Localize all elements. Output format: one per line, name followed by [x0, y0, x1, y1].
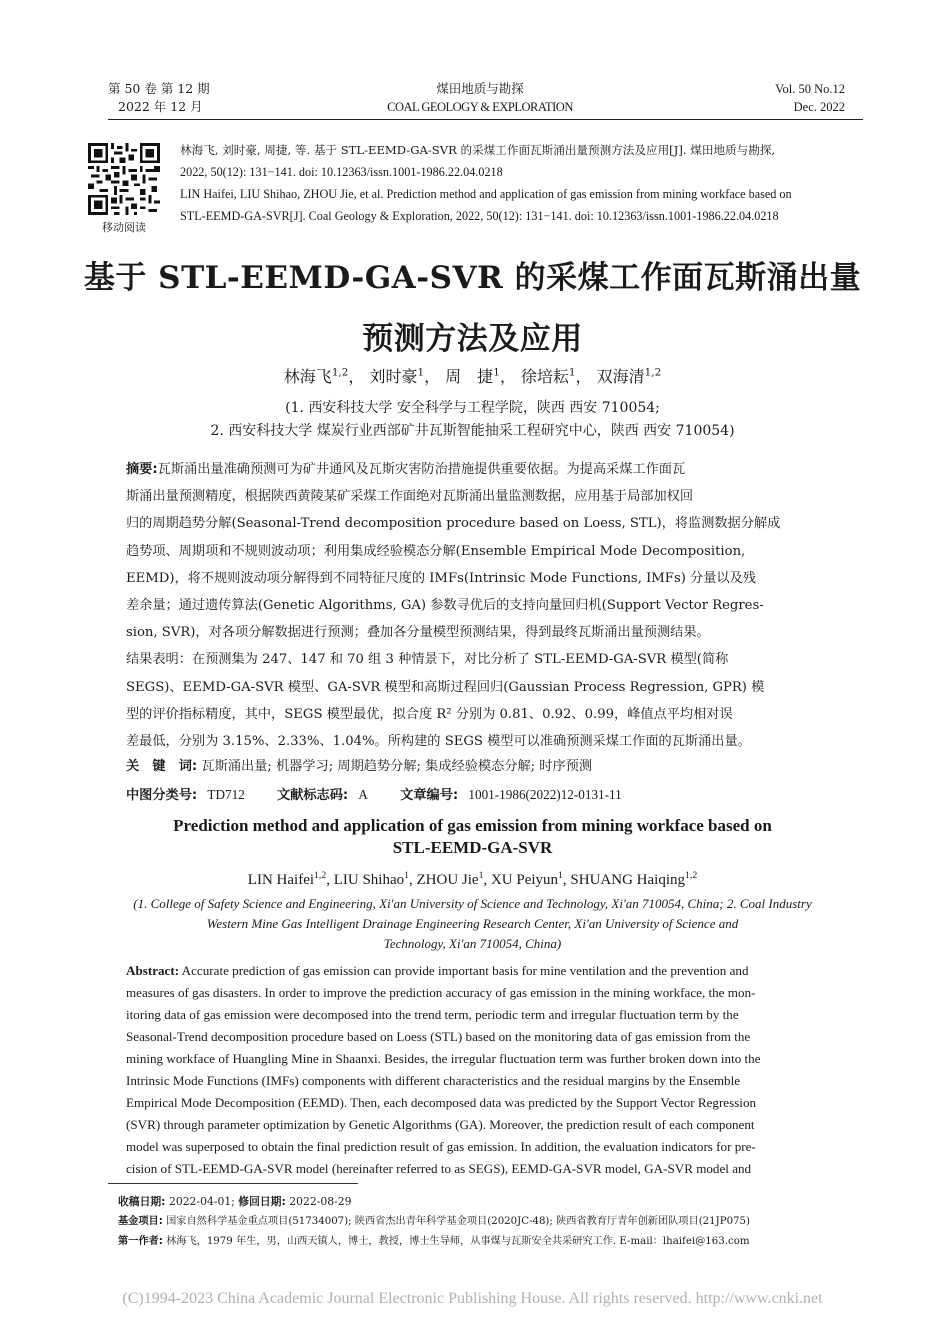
footnote-funding: [118, 1212, 838, 1232]
journal-volume-info-en: [660, 80, 845, 116]
footnote-divider: [108, 1183, 358, 1184]
authors-cn: 林海飞$^{1,2}$， 刘时豪$^1$， 周 捷$^1$， 徐培耘$^1$， 双海清$^{1,2}$: [283, 366, 662, 386]
author-en: LIU Shihao: [333, 872, 405, 888]
author-cn-affiliation: 1,2: [331, 366, 349, 379]
authors-en: LIN Haifei$^{1,2}$, LIU Shihao$^1$, ZHOU Jie$^1$, XU Peiyun$^1$, SHUANG Haiqing$^{1,2}$: [247, 870, 698, 888]
doc-code-label: 文献标志码:: [277, 788, 349, 803]
abstract-en-line: itoring data of gas emission were decomposed into the trend term, periodic term and irregular fluctuation term by the: [126, 1007, 739, 1022]
author-en-affiliation: 1: [478, 870, 484, 881]
author-en: SHUANG Haiqing: [570, 872, 686, 888]
abstract-en-line: Intrinsic Mode Functions (IMFs) components with different characteristics and the residual margins by the Ensemble: [126, 1073, 741, 1088]
author-en-affiliation: 1: [558, 870, 563, 881]
footnote-first-author: [118, 1232, 838, 1252]
journal-name-cn: 煤田地质与勘探: [436, 81, 524, 96]
affiliation-cn-line2: 2. 西安科技大学 煤炭行业西部矿井瓦斯智能抽采工程研究中心，陕西 西安 710054): [210, 423, 735, 439]
author-cn: 徐培耘: [520, 367, 569, 386]
issue-date-cn: 2022 年 12 月: [118, 99, 203, 114]
abstract-cn-line: 摘要:瓦斯涌出量准确预测可为矿井通风及瓦斯灾害防治措施提供重要依据。为提高采煤工作面瓦: [126, 462, 686, 477]
issue-date-en: Dec. 2022: [793, 100, 845, 114]
journal-name: [330, 80, 630, 116]
abstract-en: [126, 960, 820, 1180]
author-cn: 周 捷: [445, 367, 494, 386]
affiliation-en-line1: (1. College of Safety Science and Engineering, Xi'an University of Science and Technology, Xi'an 710054, China; 2. Coal Industry: [133, 896, 812, 911]
abstract-cn-line: 斯涌出量预测精度，根据陕西黄陵某矿采煤工作面绝对瓦斯涌出量监测数据，应用基于局部加权回: [126, 489, 694, 505]
qr-label: 移动阅读: [102, 221, 146, 234]
article-number-value: 1001-1986(2022)12-0131-11: [468, 787, 622, 802]
title-en-line1: Prediction method and application of gas emission from mining workface based on: [173, 816, 772, 835]
affiliation-en: [90, 894, 855, 954]
affiliation-en-line2: Western Mine Gas Intelligent Drainage Engineering Research Center, Xi'an University of Science and: [206, 916, 739, 931]
abstract-en-line: (SVR) through parameter optimization by Genetic Algorithms (GA). Moreover, the prediction result of each component: [126, 1117, 755, 1132]
volume-issue: 第 50 卷 第 12 期: [108, 81, 210, 96]
author-en-affiliation: 1,2: [314, 870, 327, 881]
abstract-en-line: Empirical Mode Decomposition (EEMD). Then, each decomposed data was predicted by the Support Vector Regression: [126, 1095, 757, 1110]
abstract-cn-line: 结果表明：在预测集为 247、147 和 70 组 3 种情景下，对比分析了 STL-EEMD-GA-SVR 模型(简称: [126, 652, 729, 668]
author-en: ZHOU Jie: [416, 872, 479, 888]
abstract-en-line: mining workface of Huangling Mine in Shaanxi. Besides, the irregular fluctuation term was further broken down into the: [126, 1051, 761, 1066]
abstract-cn-line: 趋势项、周期项和不规则波动项；利用集成经验模态分解(Ensemble Empirical Mode Decomposition,: [126, 543, 746, 559]
author-cn: 刘时豪: [369, 367, 418, 386]
doc-code-value: A: [358, 787, 368, 802]
classification-cn: [126, 784, 820, 803]
author-cn: 双海清: [596, 367, 645, 386]
author-cn-affiliation: 1: [417, 366, 425, 379]
keywords-cn-label: 关 键 词:: [126, 759, 198, 774]
keywords-cn-text: 瓦斯涌出量; 机器学习; 周期趋势分解; 集成经验模态分解; 时序预测: [201, 759, 593, 774]
keywords-cn: [126, 755, 820, 774]
abstract-cn-line: EEMD)，将不规则波动项分解得到不同特征尺度的 IMFs(Intrinsic Mode Functions, IMFs) 分量以及残: [126, 570, 756, 586]
abstract-cn-label: 摘要:: [126, 462, 158, 477]
abstract-en-line: Abstract: Accurate prediction of gas emission can provide important basis for mine ventilation and the prevention and: [126, 963, 749, 978]
affiliation-en-line3: Technology, Xi'an 710054, China): [383, 936, 562, 951]
journal-name-en: COAL GEOLOGY & EXPLORATION: [387, 100, 573, 114]
funding-text: 国家自然科学基金重点项目(51734007); 陕西省杰出青年科学基金项目(2020JC-48); 陕西省教育厅青年创新团队项目(21JP075): [166, 1216, 750, 1227]
qr-code-icon[interactable]: [88, 143, 160, 215]
clc-value: TD712: [207, 787, 245, 802]
clc-label: 中图分类号:: [126, 788, 198, 803]
author-cn-affiliation: 1: [568, 366, 576, 379]
title-en-line2: STL-EEMD-GA-SVR: [392, 838, 553, 857]
citation-en-line1: LIN Haifei, LIU Shihao, ZHOU Jie, et al. Prediction method and application of gas emission from mining workface based on: [180, 187, 792, 201]
abstract-en-line: Seasonal-Trend decomposition procedure based on Loess (STL) based on the monitoring data of gas emission from the: [126, 1029, 751, 1044]
journal-volume-info: [108, 80, 308, 116]
citation-en-line2: STL-EEMD-GA-SVR[J]. Coal Geology & Exploration, 2022, 50(12): 131−141. doi: 10.12363/issn.1001-1986.22.04.0218: [180, 209, 779, 223]
author-en: LIN Haifei: [247, 872, 315, 888]
revised-date: 2022-08-29: [289, 1195, 352, 1208]
abstract-cn-line: 归的周期趋势分解(Seasonal-Trend decomposition procedure based on Loess, STL)，将监测数据分解成: [126, 516, 781, 532]
affiliation-cn-line1: (1. 西安科技大学 安全科学与工程学院，陕西 西安 710054;: [285, 400, 660, 416]
copyright-watermark: (C)1994-2023 China Academic Journal Electronic Publishing House. All rights reserved. http://www.cnki.net: [122, 1290, 823, 1307]
citation-block: [180, 139, 870, 227]
abstract-en-line: cision of STL-EEMD-GA-SVR model (hereinafter referred to as SEGS), EEMD-GA-SVR model, GA-SVR model and: [126, 1161, 752, 1176]
title-cn-line1: 基于 STL-EEMD-GA-SVR 的采煤工作面瓦斯涌出量: [83, 260, 862, 296]
abstract-cn-line: sion, SVR)，对各项分解数据进行预测；叠加各分量模型预测结果，得到最终瓦斯涌出量预测结果。: [126, 625, 710, 641]
author-en-affiliation: 1: [404, 870, 409, 881]
abstract-cn-line: SEGS)、EEMD-GA-SVR 模型、GA-SVR 模型和高斯过程回归(Gaussian Process Regression, GPR) 模: [126, 679, 765, 695]
footnote-dates: [118, 1192, 838, 1212]
title-en: [100, 815, 845, 859]
title-cn-line2: 预测方法及应用: [362, 321, 583, 357]
abstract-en-line: model was superposed to obtain the final prediction result of gas emission. In addition, the evaluation indicators for pre-: [126, 1139, 756, 1154]
header-divider: [108, 119, 863, 120]
volume-issue-en: Vol. 50 No.12: [775, 82, 845, 96]
abstract-cn: [126, 456, 820, 755]
first-author-label: 第一作者:: [118, 1236, 163, 1247]
article-number-label: 文章编号:: [400, 788, 459, 803]
citation-cn-line2: 2022, 50(12): 131−141. doi: 10.12363/issn.1001-1986.22.04.0218: [180, 165, 503, 179]
abstract-cn-line: 型的评价指标精度，其中，SEGS 模型最优，拟合度 R² 分别为 0.81、0.92、0.99，峰值点平均相对误: [126, 706, 733, 722]
received-date: 2022-04-01;: [168, 1195, 239, 1208]
author-cn: 林海飞: [283, 367, 332, 386]
abstract-cn-line: 差余量；通过遗传算法(Genetic Algorithms, GA) 参数寻优后的支持向量回归机(Support Vector Regres-: [126, 598, 764, 614]
author-cn-affiliation: 1: [493, 366, 500, 379]
abstract-en-line: measures of gas disasters. In order to improve the prediction accuracy of gas emission in the mining workface, the mon-: [126, 985, 756, 1000]
funding-label: 基金项目:: [118, 1216, 163, 1227]
author-cn-affiliation: 1,2: [644, 366, 662, 379]
first-author-text: 林海飞，1979 年生，男，山西天镇人，博士，教授，博士生导师，从事煤与瓦斯安全共采研究工作. E-mail：lhaifei@163.com: [166, 1236, 750, 1247]
author-en: XU Peiyun: [490, 872, 559, 888]
citation-cn-line1: 林海飞, 刘时豪, 周捷, 等. 基于 STL-EEMD-GA-SVR 的采煤工作面瓦斯涌出量预测方法及应用[J]. 煤田地质与勘探,: [180, 143, 776, 157]
abstract-en-label: Abstract:: [126, 963, 180, 978]
author-en-affiliation: 1,2: [685, 870, 698, 881]
revised-label: 修回日期:: [238, 1195, 286, 1208]
abstract-cn-line: 差最低，分别为 3.15%、2.33%、1.04%。所构建的 SEGS 模型可以准确预测采煤工作面的瓦斯涌出量。: [126, 734, 751, 750]
received-label: 收稿日期:: [118, 1195, 166, 1208]
